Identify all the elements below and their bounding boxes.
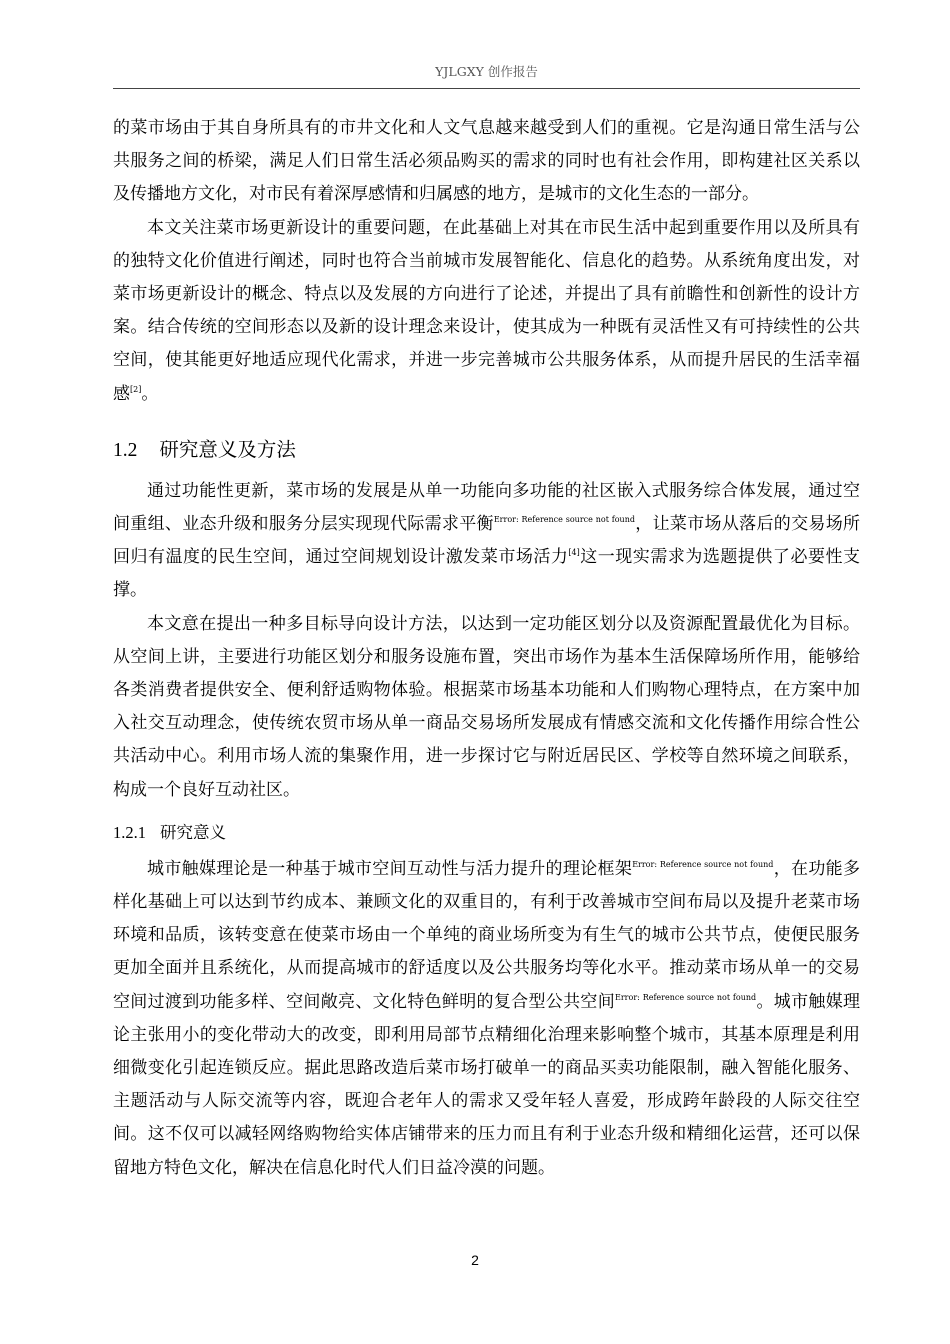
citation-2: [2] — [130, 384, 142, 394]
paragraph-1: 的菜市场由于其自身所具有的市井文化和人文气息越来越受到人们的重视。它是沟通日常生活与公共服务之间的桥梁，满足人们日常生活必须品购买的需求的同时也有社会作用，即构建社区关系以及传播地方文化，对市民有着深厚感情和归属感的地方，是城市的文化生态的一部分。 — [113, 118, 860, 205]
section-heading-1-2 — [113, 435, 860, 466]
paragraph-3-part-c: 这一现实需求为选题提供了必要性支撑。 — [113, 547, 860, 601]
paragraph-2 — [113, 212, 860, 411]
citation-error-2: Error: Reference source not found — [632, 859, 774, 869]
citation-4: [4] — [568, 548, 580, 558]
citation-error-1: Error: Reference source not found — [493, 515, 635, 525]
paragraph-3-part-a: 通过功能性更新，菜市场的发展是从单一功能向多功能的社区嵌入式服务综合体发展，通过空间重组、业态升级和服务分层实现现代际需求平衡 — [113, 480, 860, 535]
document-body — [113, 112, 860, 1185]
paragraph-3-part-b: ，让菜市场从落后的交易场所回归有温度的民生空间，通过空间规划设计激发菜市场活力 — [113, 514, 861, 568]
citation-error-3: Error: Reference source not found — [615, 992, 757, 1002]
page-number: 2 — [471, 1252, 479, 1268]
subsection-heading-1-2-1 — [113, 819, 860, 847]
paragraph-2-end: 。 — [141, 383, 159, 404]
subsection-number: 1.2.1 — [113, 822, 146, 842]
paragraph-5-part-c: 。城市触媒理论主张用小的变化带动大的改变，即利用局部节点精细化治理来影响整个城市，其基本原理是利用细微变化引起连锁反应。据此思路改造后菜市场打破单一的商品买卖功能限制，融入智能化服务、主题活动与人际交流等内容，既迎合老年人的需求又受年轻人喜爱，形成跨年龄段的人际交往空间。这不仅可以减轻网络购物给实体店铺带来的压力而且有利于业态升级和精细化运营，还可以保留地方特色文化，解决在信息化时代人们日益冷漠的问题。 — [113, 991, 861, 1178]
section-number: 1.2 — [113, 439, 138, 461]
page-header: YJLGXY 创作报告 — [435, 64, 538, 79]
paragraph-3 — [113, 475, 860, 608]
section-title: 研究意义及方法 — [159, 437, 296, 461]
paragraph-4: 本文意在提出一种多目标导向设计方法，以达到一定功能区划分以及资源配置最优化为目标。从空间上讲，主要进行功能区划分和服务设施布置，突出市场作为基本生活保障场所作用，能够给各类消费者提供安全、便利舒适购物体验。根据菜市场基本功能和人们购物心理特点，在方案中加入社交互动理念，使传统农贸市场从单一商品交易场所发展成有情感交流和文化传播作用综合性公共活动中心。利用市场人流的集聚作用，进一步探讨它与附近居民区、学校等自然环境之间联系，构成一个良好互动社区。 — [113, 613, 860, 800]
paragraph-5-part-a: 城市触媒理论是一种基于城市空间互动性与活力提升的理论框架 — [147, 858, 633, 879]
header-rule — [113, 88, 860, 89]
subsection-title: 研究意义 — [160, 822, 226, 842]
paragraph-5-part-b: ，在功能多样化基础上可以达到节约成本、兼顾文化的双重目的，有利于改善城市空间布局以及提升老菜市场环境和品质，该转变意在使菜市场由一个单纯的商业场所变为有生气的城市公共节点，使便民服务更加全面并且系统化，从而提高城市的舒适度以及公共服务均等化水平。推动菜市场从单一的交易空间过渡到功能多样、空间敞亮、文化特色鲜明的复合型公共空间 — [113, 858, 861, 1012]
paragraph-5 — [113, 853, 860, 1185]
paragraph-2-text: 本文关注菜市场更新设计的重要问题，在此基础上对其在市民生活中起到重要作用以及所具有的独特文化价值进行阐述，同时也符合当前城市发展智能化、信息化的趋势。从系统角度出发，对菜市场更新设计的概念、特点以及发展的方向进行了论述，并提出了具有前瞻性和创新性的设计方案。结合传统的空间形态以及新的设计理念来设计，使其成为一种既有灵活性又有可持续性的公共空间，使其能更好地适应现代化需求，并进一步完善城市公共服务体系，从而提升居民的生活幸福感 — [113, 217, 860, 404]
